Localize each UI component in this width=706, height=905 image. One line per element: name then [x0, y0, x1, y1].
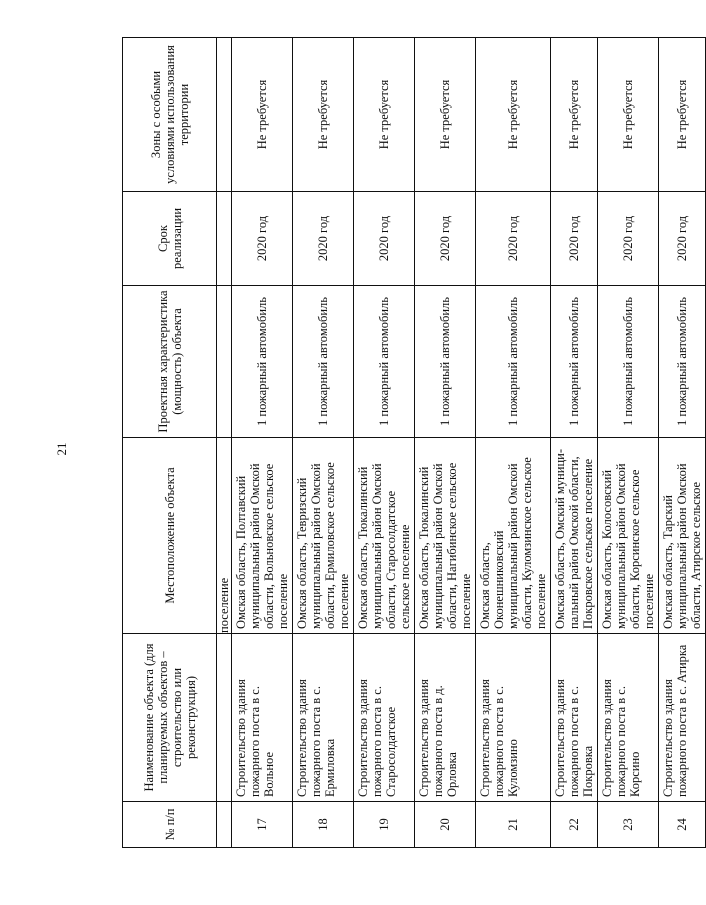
cell-zones: Не требуется — [354, 38, 415, 192]
cell-location: Омская область, Полтавский муниципальный район Омской области, Вольновское сельское поселение — [232, 438, 293, 634]
table-body — [217, 38, 706, 848]
cell-term: 2020 год — [598, 192, 659, 286]
cell-name: Строительство здания пожарного поста в с. Корсино — [598, 634, 659, 802]
cell-name: Строительство здания пожарного поста в с. Ермиловка — [293, 634, 354, 802]
continuation-row — [217, 38, 232, 848]
cell-zones: Не требуется — [232, 38, 293, 192]
cell-zones: Не требуется — [598, 38, 659, 192]
header-num: № п/п — [123, 802, 217, 848]
cell-capacity: 1 пожарный автомобиль — [476, 286, 551, 438]
header-capacity: Проектная характеристика (мощность) объекта — [123, 286, 217, 438]
cell-num: 17 — [232, 802, 293, 848]
rotated-table-wrapper — [122, 38, 703, 848]
cell-capacity: 1 пожарный автомобиль — [598, 286, 659, 438]
cell-term: 2020 год — [354, 192, 415, 286]
cell-num: 22 — [551, 802, 598, 848]
cell-term: 2020 год — [476, 192, 551, 286]
cell-num: 24 — [659, 802, 706, 848]
table-row — [476, 38, 551, 848]
cell-name: Строительство здания пожарного поста в с. Куломзино — [476, 634, 551, 802]
cell-capacity: 1 пожарный автомобиль — [354, 286, 415, 438]
header-term: Срок реализации — [123, 192, 217, 286]
cell-capacity: 1 пожарный автомобиль — [293, 286, 354, 438]
cell-zones: Не требуется — [659, 38, 706, 192]
cell-capacity: 1 пожарный автомобиль — [415, 286, 476, 438]
cell-num: 21 — [476, 802, 551, 848]
cell-capacity: 1 пожарный автомобиль — [659, 286, 706, 438]
objects-table — [122, 37, 706, 848]
table-row — [598, 38, 659, 848]
header-location: Местоположение объекта — [123, 438, 217, 634]
table-header-row — [123, 38, 217, 848]
cell-location: Омская область, Тевризский муниципальный район Омской области, Ермиловское сельское поселение — [293, 438, 354, 634]
cell-num: 23 — [598, 802, 659, 848]
cell-location: Омская область, Тюкалинский муниципальный район Омской области, Старосолдатское сельское поселение — [354, 438, 415, 634]
table-row — [232, 38, 293, 848]
cell-num: 18 — [293, 802, 354, 848]
cell-capacity: 1 пожарный автомобиль — [551, 286, 598, 438]
header-name: Наименование объекта (для планируемых объектов – строительство или реконструкция) — [123, 634, 217, 802]
cell-term: 2020 год — [232, 192, 293, 286]
cell-name: Строительство здания пожарного поста в с. Старосолдатское — [354, 634, 415, 802]
cell-name: Строительство здания пожарного поста в д. Орловка — [415, 634, 476, 802]
cell-zones: Не требуется — [551, 38, 598, 192]
table-row — [415, 38, 476, 848]
page-number: 21 — [54, 442, 69, 456]
cell-name: Строительство здания пожарного поста в с. Атирка — [659, 634, 706, 802]
cell-term: 2020 год — [415, 192, 476, 286]
table-row — [659, 38, 706, 848]
cell-location: Омская область, Тюкалинский муниципальный район Омской области, Нагибинское сельское поселение — [415, 438, 476, 634]
cell-capacity: 1 пожарный автомобиль — [232, 286, 293, 438]
cell-term: 2020 год — [551, 192, 598, 286]
cell-name: Строительство здания пожарного поста в с. Покровка — [551, 634, 598, 802]
cell-name: Строительство здания пожарного поста в с. Вольное — [232, 634, 293, 802]
cell-location: Омская область, Тарский муниципальный район Омской области, Атирское сельское — [659, 438, 706, 634]
cell-zones: Не требуется — [293, 38, 354, 192]
table-row — [293, 38, 354, 848]
cell-term: 2020 год — [293, 192, 354, 286]
table-row — [551, 38, 598, 848]
table-row — [354, 38, 415, 848]
cell-num: 19 — [354, 802, 415, 848]
cell-zones: Не требуется — [415, 38, 476, 192]
cell-location: Омская область, Оконешниковский муниципальный район Омской области, Куломзинское сельское поселение — [476, 438, 551, 634]
cell-zones: Не требуется — [476, 38, 551, 192]
cell-location: Омская область, Омский муниципальный район Омской области, Покровское сельское поселение — [551, 438, 598, 634]
cell-term: 2020 год — [659, 192, 706, 286]
header-zones: Зоны с особыми условиями использования территории — [123, 38, 217, 192]
cell-location: Омская область, Колосовский муниципальный район Омской области, Корсинское сельское поселение — [598, 438, 659, 634]
continuation-cell: поселение — [217, 438, 232, 634]
cell-num: 20 — [415, 802, 476, 848]
